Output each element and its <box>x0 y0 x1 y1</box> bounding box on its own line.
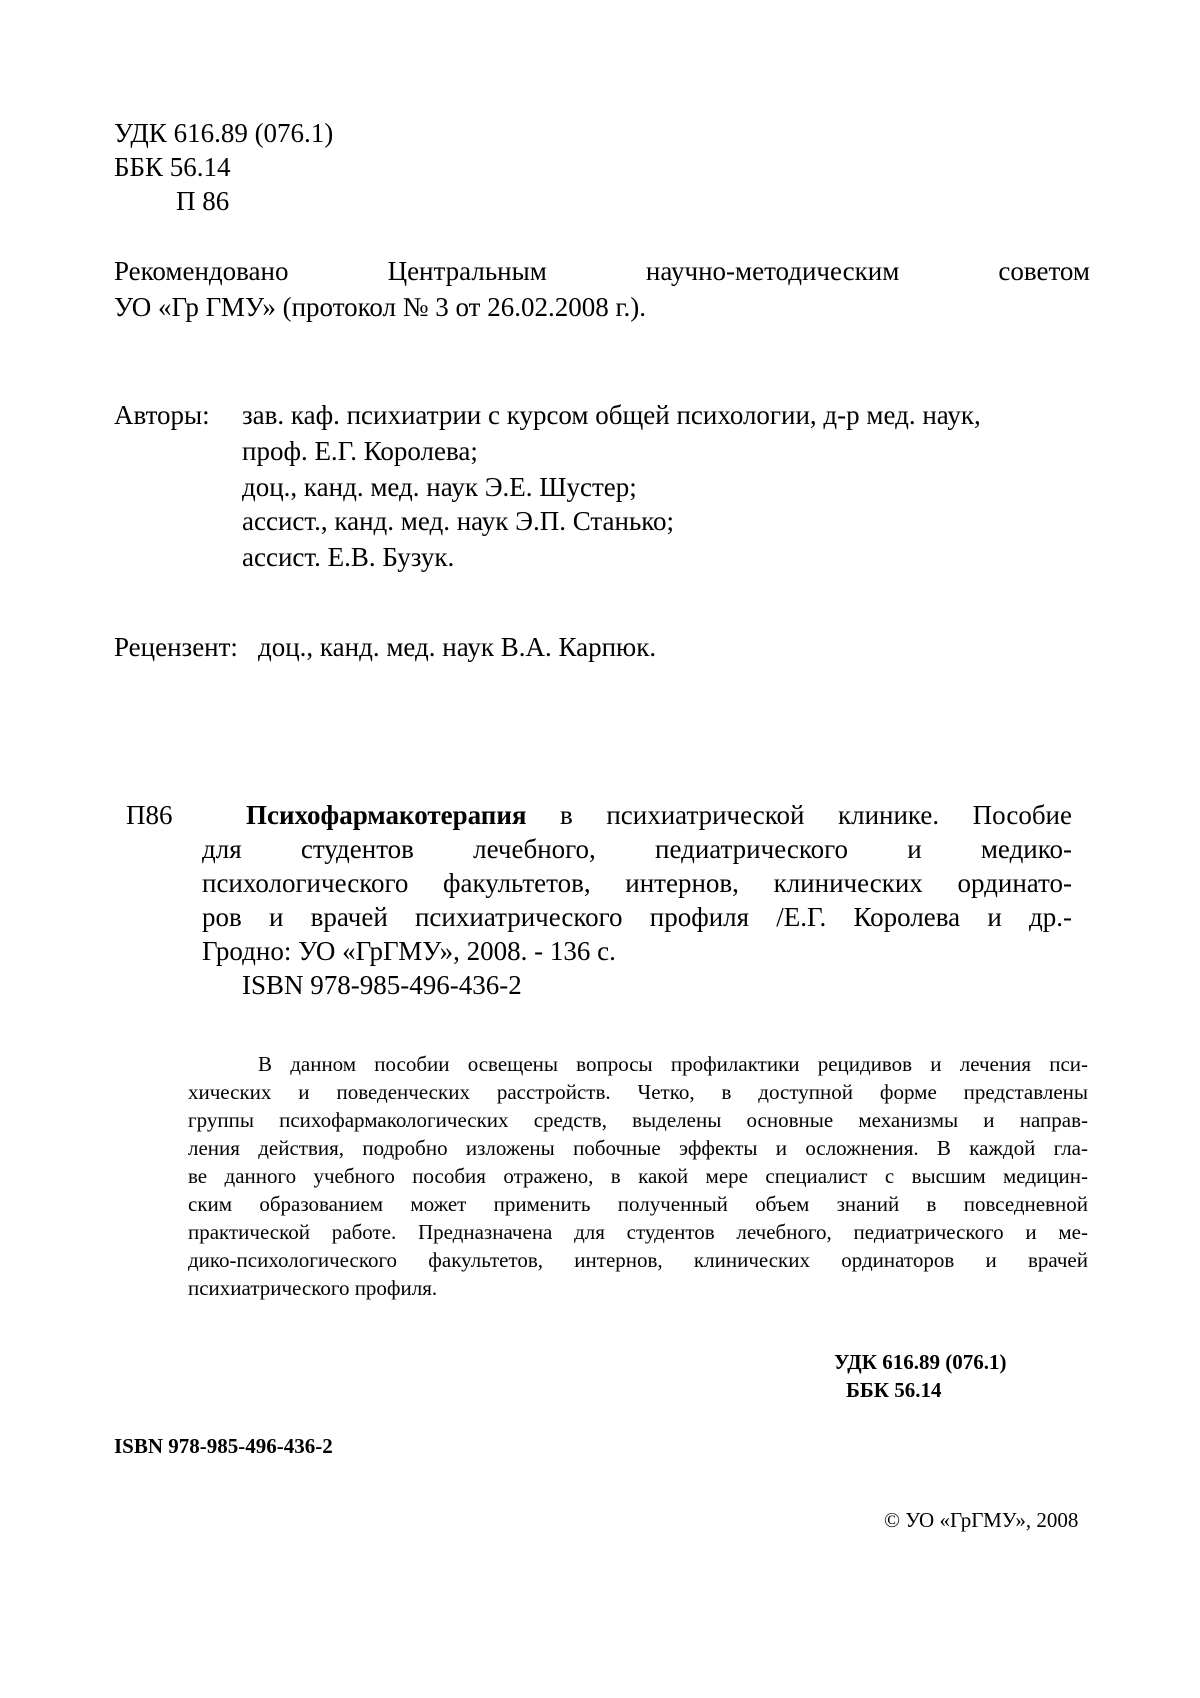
footer-udk: УДК 616.89 (076.1) <box>834 1350 1007 1374</box>
abstract-line: хических и поведенческих расстройств. Четко, в доступной форме представлены <box>188 1080 1088 1104</box>
abstract-line: ским образованием может применить полученный объем знаний в повседневной <box>188 1192 1088 1216</box>
abstract-line: практической работе. Предназначена для студентов лечебного, педиатрического и ме- <box>188 1220 1088 1244</box>
bbk-code: ББК 56.14 <box>114 152 231 182</box>
author-mark: П 86 <box>176 186 230 216</box>
footer-isbn: ISBN 978-985-496-436-2 <box>114 1434 333 1458</box>
reviewer-text: доц., канд. мед. наук В.А. Карпюк. <box>258 632 657 662</box>
abstract-line: дико-психологического факультетов, интернов, клинических ординаторов и врачей <box>188 1248 1088 1272</box>
abstract-line: ления действия, подробно изложены побочные эффекты и осложнения. В каждой гла- <box>188 1136 1088 1160</box>
book-title-rest: в психиатрической клинике. Пособие <box>526 800 1072 830</box>
author-line: ассист., канд. мед. наук Э.П. Станько; <box>242 506 675 536</box>
recommendation-line-1: Рекомендовано Центральным научно-методическим советом <box>114 256 1090 286</box>
bibliographic-imprint: Гродно: УО «ГрГМУ», 2008. - 136 с. <box>202 936 616 966</box>
bibliographic-line: ров и врачей психиатрического профиля /Е.Г. Королева и др.- <box>202 902 1072 932</box>
bibliographic-line-1 <box>246 798 1072 832</box>
copyright: © УО «ГрГМУ», 2008 <box>884 1508 1079 1532</box>
author-line: проф. Е.Г. Королева; <box>242 436 478 466</box>
abstract-line: ве данного учебного пособия отражено, в какой мере специалист с высшим медицин- <box>188 1164 1088 1188</box>
bibliographic-line: психологического факультетов, интернов, клинических ординато- <box>202 868 1072 898</box>
footer-bbk: ББК 56.14 <box>846 1378 942 1402</box>
reviewer-label: Рецензент: <box>114 632 238 662</box>
authors-label: Авторы: <box>114 400 210 430</box>
recommendation-line-2: УО «Гр ГМУ» (протокол № 3 от 26.02.2008 г.). <box>114 292 646 322</box>
author-line: доц., канд. мед. наук Э.Е. Шустер; <box>242 472 637 502</box>
abstract-line: группы психофармакологических средств, выделены основные механизмы и направ- <box>188 1108 1088 1132</box>
author-line: ассист. Е.В. Бузук. <box>242 542 455 572</box>
author-line: зав. каф. психиатрии с курсом общей психологии, д-р мед. наук, <box>242 400 981 430</box>
abstract-last-line: психиатрического профиля. <box>188 1276 438 1300</box>
bibliographic-isbn: ISBN 978-985-496-436-2 <box>242 970 522 1000</box>
udk-code: УДК 616.89 (076.1) <box>114 118 334 148</box>
abstract-line: В данном пособии освещены вопросы профилактики рецидивов и лечения пси- <box>258 1052 1088 1076</box>
book-title: Психофармакотерапия <box>246 800 527 830</box>
bibliographic-line: для студентов лечебного, педиатрического и медико- <box>202 834 1072 864</box>
bibliographic-mark: П86 <box>126 800 173 830</box>
